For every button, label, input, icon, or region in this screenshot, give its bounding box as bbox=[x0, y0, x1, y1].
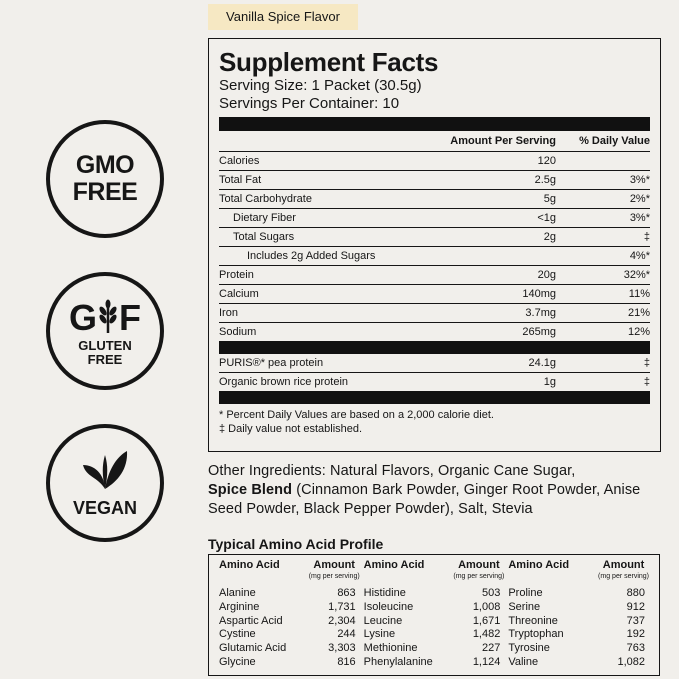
nutrient-name: Iron bbox=[219, 307, 238, 319]
wheat-icon bbox=[97, 298, 119, 339]
amino-acid-value: 863 bbox=[337, 587, 356, 599]
amino-name-header: Amino Acid bbox=[363, 559, 425, 571]
nutrient-amount: 2.5g bbox=[534, 174, 556, 186]
amino-title: Typical Amino Acid Profile bbox=[208, 536, 384, 552]
amino-acid-table bbox=[208, 554, 660, 676]
nutrient-name: Total Carbohydrate bbox=[219, 193, 312, 205]
nutrient-dv: 32%* bbox=[623, 269, 650, 281]
facts-row bbox=[219, 323, 650, 341]
gluten-badge-line2: FREE bbox=[87, 351, 123, 367]
amino-acid-name: Histidine bbox=[363, 587, 406, 599]
amino-acid-value: 1,082 bbox=[617, 655, 646, 668]
amino-acid-value: 192 bbox=[626, 628, 646, 641]
facts-row bbox=[219, 228, 650, 247]
facts-bottom-bar bbox=[219, 391, 650, 404]
vegan-badge bbox=[46, 424, 164, 542]
nutrient-dv: 21% bbox=[627, 307, 650, 319]
amino-column-header bbox=[219, 559, 360, 587]
amino-name-header: Amino Acid bbox=[219, 559, 280, 571]
amino-acid-value: 816 bbox=[337, 655, 356, 668]
nutrient-name: Includes 2g Added Sugars bbox=[247, 250, 376, 262]
ingredients-rest: (Cinnamon Bark Powder, Ginger Root Powder, Anise Seed Powder, Black Pepper Powder), Salt, Stevia bbox=[208, 482, 641, 517]
amino-acid-name: Valine bbox=[508, 655, 539, 668]
vegan-badge-label: VEGAN bbox=[72, 498, 137, 518]
facts-header-row bbox=[219, 131, 650, 152]
amino-acid-name: Proline bbox=[508, 587, 543, 599]
gmo-free-badge bbox=[46, 120, 164, 238]
amino-acid-value: 244 bbox=[337, 628, 356, 641]
ingredients-bold: Spice Blend bbox=[208, 482, 293, 498]
amino-amount-label: Amount bbox=[458, 559, 500, 571]
nutrient-dv: 11% bbox=[628, 288, 650, 300]
nutrient-dv: 3%* bbox=[629, 174, 650, 186]
amino-acid-name: Tyrosine bbox=[508, 642, 550, 655]
nutrient-dv: 4%* bbox=[629, 250, 650, 262]
amino-row bbox=[508, 587, 649, 601]
nutrient-name: Calcium bbox=[219, 288, 259, 300]
leaf-icon bbox=[80, 447, 130, 496]
amino-acid-value: 1,482 bbox=[472, 628, 501, 641]
amino-acid-value: 912 bbox=[626, 600, 646, 613]
nutrient-name: Total Fat bbox=[219, 174, 262, 186]
amino-column bbox=[508, 559, 649, 675]
gf-mark bbox=[69, 298, 141, 339]
amino-column bbox=[219, 559, 360, 675]
amino-acid-name: Serine bbox=[508, 600, 541, 613]
blend-name: PURIS®* pea protein bbox=[219, 357, 324, 369]
amino-row bbox=[219, 601, 360, 615]
nutrient-amount: 120 bbox=[537, 155, 556, 167]
blend-name: Organic brown rice protein bbox=[219, 376, 349, 388]
amino-column bbox=[364, 559, 505, 675]
amino-acid-value: 737 bbox=[626, 614, 646, 627]
amino-row bbox=[219, 615, 360, 629]
footnote-not-established: ‡ Daily value not established. bbox=[219, 423, 363, 435]
gluten-free-badge bbox=[46, 272, 164, 390]
amino-acid-name: Methionine bbox=[363, 642, 418, 655]
amino-row bbox=[364, 628, 505, 642]
nutrient-amount: <1g bbox=[537, 212, 556, 224]
amino-row bbox=[508, 615, 649, 629]
nutrient-dv: ‡ bbox=[643, 231, 650, 243]
amino-row bbox=[364, 615, 505, 629]
amino-row bbox=[364, 587, 505, 601]
amino-amount-label: Amount bbox=[602, 559, 645, 571]
amino-acid-value: 880 bbox=[626, 587, 646, 599]
amino-row bbox=[219, 642, 360, 656]
amino-amount-header bbox=[453, 559, 504, 587]
facts-row bbox=[219, 152, 650, 171]
amino-unit-label: (mg per serving) bbox=[453, 573, 505, 580]
other-ingredients bbox=[208, 462, 663, 519]
nutrient-name: Dietary Fiber bbox=[233, 212, 296, 224]
amino-acid-name: Cystine bbox=[219, 628, 256, 641]
amino-acid-value: 1,008 bbox=[472, 600, 501, 613]
amino-acid-name: Threonine bbox=[508, 614, 558, 627]
amino-acid-name: Glutamic Acid bbox=[219, 642, 287, 655]
amino-row bbox=[508, 642, 649, 656]
amino-row bbox=[364, 656, 505, 670]
amino-acid-value: 227 bbox=[481, 642, 501, 655]
supplement-facts-panel bbox=[208, 38, 661, 452]
facts-top-bar bbox=[219, 117, 650, 131]
amino-column-header bbox=[508, 559, 649, 587]
amino-column-header bbox=[364, 559, 505, 587]
amino-acid-name: Alanine bbox=[219, 587, 256, 599]
blend-row bbox=[219, 354, 650, 373]
amino-row bbox=[219, 656, 360, 670]
amino-acid-value: 1,731 bbox=[328, 600, 356, 613]
amino-acid-value: 2,304 bbox=[328, 614, 356, 627]
amino-acid-name: Phenylalanine bbox=[363, 655, 433, 668]
nutrient-name: Sodium bbox=[219, 326, 257, 338]
facts-mid-bar bbox=[219, 341, 650, 354]
protein-blend-rows bbox=[219, 354, 650, 391]
amino-unit-label: (mg per serving) bbox=[598, 573, 650, 580]
amino-row bbox=[508, 628, 649, 642]
gf-letter-f: F bbox=[119, 297, 141, 338]
nutrient-amount: 265mg bbox=[522, 326, 556, 338]
facts-row bbox=[219, 209, 650, 228]
serving-size: Serving Size: 1 Packet (30.5g) bbox=[219, 77, 422, 94]
facts-title: Supplement Facts bbox=[219, 47, 439, 77]
blend-row bbox=[219, 373, 650, 391]
nutrient-amount: 140mg bbox=[522, 288, 556, 300]
amino-row bbox=[219, 587, 360, 601]
amino-acid-name: Leucine bbox=[363, 614, 403, 627]
amino-acid-value: 503 bbox=[481, 587, 501, 599]
blend-dv: ‡ bbox=[643, 376, 650, 388]
ingredients-prefix: Other Ingredients: Natural Flavors, Organic Cane Sugar, bbox=[208, 463, 576, 479]
nutrient-dv: 3%* bbox=[629, 212, 650, 224]
facts-row bbox=[219, 266, 650, 285]
nutrient-amount: 5g bbox=[543, 193, 556, 205]
footnote-dv: * Percent Daily Values are based on a 2,000 calorie diet. bbox=[219, 409, 494, 421]
amino-acid-value: 763 bbox=[626, 642, 646, 655]
nutrient-name: Calories bbox=[219, 155, 260, 167]
amino-acid-value: 3,303 bbox=[328, 642, 356, 655]
amino-acid-value: 1,124 bbox=[472, 655, 501, 668]
col-amount-header: Amount Per Serving bbox=[450, 135, 556, 147]
amino-amount-header bbox=[598, 559, 649, 587]
blend-amount: 1g bbox=[543, 376, 556, 388]
amino-amount-header bbox=[309, 559, 360, 587]
facts-row bbox=[219, 304, 650, 323]
gluten-badge-line1: GLUTEN bbox=[78, 337, 132, 353]
facts-rows bbox=[219, 152, 650, 341]
nutrient-name: Protein bbox=[219, 269, 254, 281]
gmo-badge-line2: FREE bbox=[72, 178, 138, 206]
facts-row bbox=[219, 247, 650, 266]
flavor-label: Vanilla Spice Flavor bbox=[208, 4, 358, 30]
amino-row bbox=[508, 656, 649, 670]
amino-amount-label: Amount bbox=[313, 559, 355, 571]
gf-letter-g: G bbox=[68, 297, 97, 338]
blend-dv: ‡ bbox=[643, 357, 650, 369]
nutrient-name: Total Sugars bbox=[233, 231, 295, 243]
facts-row bbox=[219, 190, 650, 209]
nutrient-dv: 2%* bbox=[629, 193, 650, 205]
gmo-badge-line1: GMO bbox=[75, 151, 135, 179]
amino-acid-value: 1,671 bbox=[472, 614, 501, 627]
nutrient-amount: 2g bbox=[543, 231, 556, 243]
nutrient-dv: 12% bbox=[627, 326, 650, 338]
amino-acid-name: Isoleucine bbox=[363, 600, 414, 613]
amino-acid-name: Glycine bbox=[219, 655, 256, 668]
servings-per-container: Servings Per Container: 10 bbox=[219, 95, 400, 112]
amino-unit-label: (mg per serving) bbox=[308, 573, 360, 580]
facts-row bbox=[219, 171, 650, 190]
amino-row bbox=[364, 642, 505, 656]
blend-amount: 24.1g bbox=[528, 357, 556, 369]
amino-acid-name: Lysine bbox=[363, 628, 396, 641]
amino-row bbox=[508, 601, 649, 615]
nutrient-amount: 20g bbox=[537, 269, 556, 281]
amino-acid-name: Arginine bbox=[219, 600, 260, 613]
amino-acid-name: Tryptophan bbox=[508, 628, 564, 641]
amino-acid-name: Aspartic Acid bbox=[219, 614, 283, 627]
amino-row bbox=[364, 601, 505, 615]
amino-name-header: Amino Acid bbox=[508, 559, 570, 571]
nutrient-amount: 3.7mg bbox=[525, 307, 556, 319]
facts-row bbox=[219, 285, 650, 304]
col-dv-header: % Daily Value bbox=[579, 135, 650, 147]
amino-row bbox=[219, 628, 360, 642]
